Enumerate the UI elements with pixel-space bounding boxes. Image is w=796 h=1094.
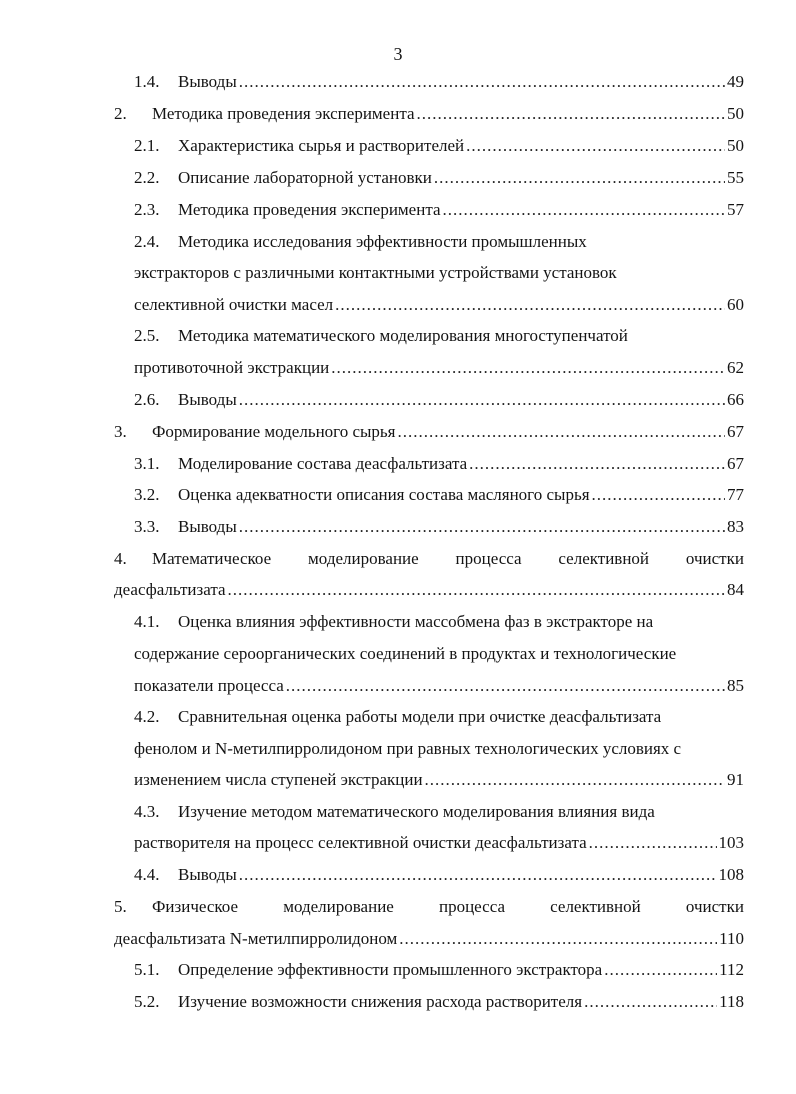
- dot-leader: [417, 101, 725, 127]
- toc-page: 118: [719, 992, 744, 1011]
- toc-page: 55: [727, 168, 744, 187]
- toc-page: 67: [727, 454, 744, 473]
- dot-leader: [434, 165, 725, 191]
- toc-page: 66: [727, 390, 744, 409]
- dot-leader: [398, 419, 725, 445]
- toc-page: 62: [727, 358, 744, 377]
- toc-title-word: Физическое: [152, 897, 239, 916]
- toc-title-line: Оценка влияния эффективности массобмена фаз в экстракторе на: [178, 612, 654, 631]
- toc-number: 1.4.: [134, 72, 160, 91]
- toc-page: 49: [727, 72, 744, 91]
- toc-page: 108: [718, 865, 744, 884]
- toc-title-word: селективной: [550, 897, 641, 916]
- toc-title: Выводы: [178, 390, 237, 409]
- toc-number: 2.6.: [134, 390, 160, 409]
- toc-page: 83: [727, 517, 744, 536]
- toc-page: 112: [719, 960, 744, 979]
- toc-number: 2.1.: [134, 136, 160, 155]
- toc-title-line: деасфальтизата: [114, 580, 226, 599]
- toc-entry-2-1: [0, 133, 796, 159]
- toc-title-word: очистки: [685, 897, 744, 916]
- toc-number: 3.: [114, 422, 127, 441]
- dot-leader: [584, 989, 717, 1015]
- toc-title: Оценка адекватности описания состава масляного сырья: [178, 485, 590, 504]
- dot-leader: [331, 355, 725, 381]
- toc-number: 2.4.: [134, 232, 160, 251]
- toc-number: 4.2.: [134, 707, 160, 726]
- dot-leader: [443, 197, 725, 223]
- toc-title-word: процесса: [438, 897, 505, 916]
- dot-leader: [469, 451, 725, 477]
- toc-page: 77: [727, 485, 744, 504]
- toc-entry-3-2: [0, 482, 796, 508]
- toc-number: 2.3.: [134, 200, 160, 219]
- dot-leader: [592, 482, 725, 508]
- toc-title-word: очистки: [685, 549, 744, 568]
- toc-number: 4.1.: [134, 612, 160, 631]
- toc-page: 85: [727, 676, 744, 695]
- toc-title-line: Методика исследования эффективности промышленных: [178, 232, 587, 251]
- toc-title: Методика проведения эксперимента: [152, 104, 415, 123]
- dot-leader: [466, 133, 725, 159]
- toc-title: Описание лабораторной установки: [178, 168, 432, 187]
- toc-page: 67: [727, 422, 744, 441]
- toc-title: Выводы: [178, 517, 237, 536]
- toc-entry-3: [0, 419, 796, 445]
- toc-page: 57: [727, 200, 744, 219]
- toc-number: 2.2.: [134, 168, 160, 187]
- toc-title: Методика проведения эксперимента: [178, 200, 441, 219]
- toc-entry-2-6: [0, 387, 796, 413]
- dot-leader: [589, 830, 717, 856]
- toc-title: Выводы: [178, 72, 237, 91]
- dot-leader: [239, 69, 725, 95]
- toc-page: 50: [727, 136, 744, 155]
- toc-entry-1-4: [0, 69, 796, 95]
- toc-page: 110: [719, 929, 744, 948]
- toc-title: Характеристика сырья и растворителей: [178, 136, 465, 155]
- toc-number: 2.5.: [134, 326, 160, 345]
- page-number: 3: [393, 44, 403, 64]
- toc-page: 91: [727, 770, 744, 789]
- toc-title-line: Изучение методом математического моделирования влияния вида: [178, 802, 655, 821]
- toc-number: 5.: [114, 897, 127, 916]
- toc-title-line: показатели процесса: [134, 676, 284, 695]
- toc-page: 103: [718, 833, 744, 852]
- dot-leader: [604, 957, 717, 983]
- toc-title-word: моделирование: [283, 897, 394, 916]
- toc-page: 50: [727, 104, 744, 123]
- toc-number: 5.2.: [134, 992, 160, 1011]
- toc-entry-2-2: [0, 165, 796, 191]
- toc-entry-5-2: [0, 989, 796, 1015]
- toc-number: 3.1.: [134, 454, 160, 473]
- toc-number: 3.3.: [134, 517, 160, 536]
- dot-leader: [239, 862, 717, 888]
- dot-leader: [228, 577, 725, 603]
- toc-entry-3-3: [0, 514, 796, 540]
- toc-entry-4-4: [0, 862, 796, 888]
- toc-title: Выводы: [178, 865, 237, 884]
- toc-number: 4.: [114, 549, 127, 568]
- toc-page: 60: [727, 295, 744, 314]
- toc-title: Изучение возможности снижения расхода растворителя: [178, 992, 583, 1011]
- toc-title: Определение эффективности промышленного экстрактора: [178, 960, 603, 979]
- toc-page: 84: [727, 580, 744, 599]
- toc-title-word: моделирование: [308, 549, 419, 568]
- toc-number: 3.2.: [134, 485, 160, 504]
- toc-title-line: Сравнительная оценка работы модели при очистке деасфальтизата: [178, 707, 662, 726]
- dot-leader: [239, 387, 725, 413]
- toc-entry-2: [0, 101, 796, 127]
- dot-leader: [425, 767, 725, 793]
- toc-title-line: фенолом и N-метилпирролидоном при равных технологических условиях с: [134, 739, 682, 758]
- toc-title-line: экстракторов с различными контактными устройствами установок: [134, 263, 617, 282]
- toc-title-word: процесса: [455, 549, 522, 568]
- toc-number: 5.1.: [134, 960, 160, 979]
- toc-title-line: растворителя на процесс селективной очистки деасфальтизата: [134, 833, 587, 852]
- toc-title-line: противоточной экстракции: [134, 358, 330, 377]
- dot-leader: [399, 926, 717, 952]
- dot-leader: [286, 673, 725, 699]
- toc-entry-5-1: [0, 957, 796, 983]
- toc-title: Моделирование состава деасфальтизата: [178, 454, 468, 473]
- toc-title-line: деасфальтизата N-метилпирролидоном: [114, 929, 398, 948]
- toc-number: 2.: [114, 104, 127, 123]
- toc-title-line: Методика математического моделирования многоступенчатой: [178, 326, 628, 345]
- toc-title-line: содержание сероорганических соединений в продуктах и технологические: [134, 644, 677, 663]
- toc-entry-3-1: [0, 451, 796, 477]
- toc-title-line: селективной очистки масел: [134, 295, 334, 314]
- toc-title: Формирование модельного сырья: [152, 422, 396, 441]
- dot-leader: [239, 514, 725, 540]
- toc-title-word: селективной: [558, 549, 650, 568]
- toc-number: 4.4.: [134, 865, 160, 884]
- dot-leader: [335, 292, 725, 318]
- toc-title-line: изменением числа ступеней экстракции: [134, 770, 423, 789]
- toc-entry-2-3: [0, 197, 796, 223]
- toc-number: 4.3.: [134, 802, 160, 821]
- toc-title-word: Математическое: [152, 549, 272, 568]
